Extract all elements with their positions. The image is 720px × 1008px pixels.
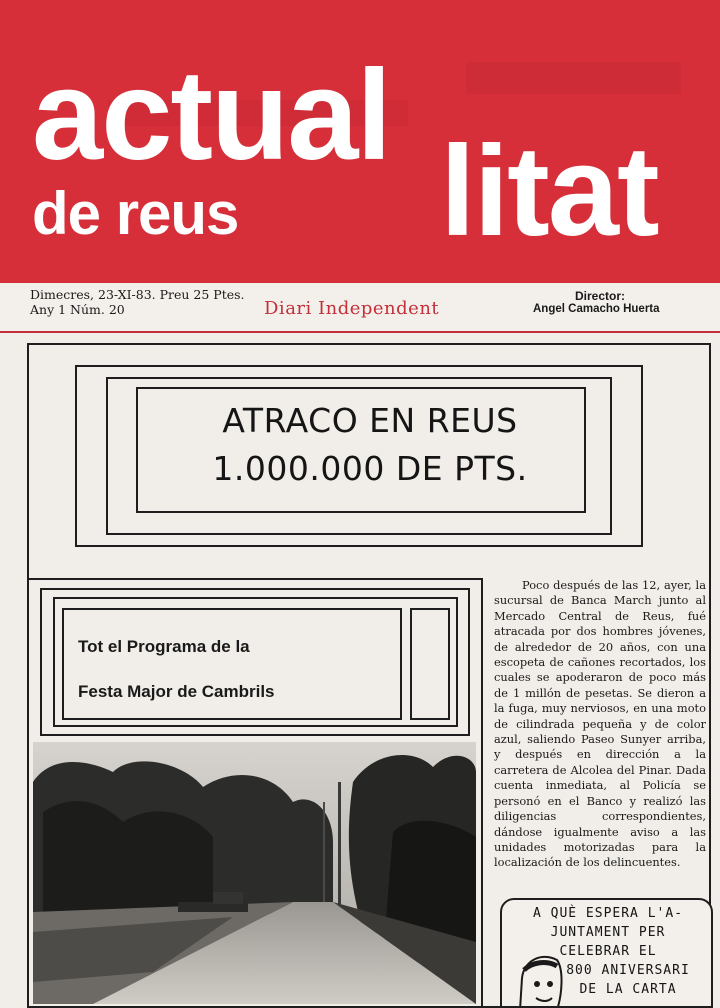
cartoon-line-3: CELEBRAR EL xyxy=(559,944,657,959)
article-body: Poco después de las 12, ayer, la sucursal de Banca March junto al Mercado Central de Reus, fué atracada por dos hombres jóvenes, de alrededor de 20 años, con una escopeta de cañones recortados, los cuales se apoderaron de poco más de 1 millón de pesetas. Se dieron a la fuga, muy nerviosos, en una moto de cilindrada pequeña y de color azul, saliendo Paseo Sunyer arriba, y después en dirección a la carretera de Alcolea del Pinar. Dada cuenta inmediata, al Policía se personó en el Banco y realizó las diligencias correspondientes, dándose igualmente aviso a las unidades motorizadas para la localización de los delincuentes. xyxy=(494,578,706,870)
tagline: Diari Independent xyxy=(264,298,440,319)
cartoon-line-5: DE LA CARTA xyxy=(579,982,677,997)
logo-de-reus: de reus xyxy=(32,180,239,247)
director-label: Director: xyxy=(575,289,626,303)
promo-frame-side xyxy=(410,608,450,720)
promo-line-2: Festa Major de Cambrils xyxy=(78,682,275,701)
promo-text xyxy=(78,624,275,714)
issue-number: Any 1 Núm. 20 xyxy=(30,302,125,317)
red-divider xyxy=(0,331,720,333)
issue-info xyxy=(30,287,245,317)
director-name: Angel Camacho Huerta xyxy=(533,303,660,315)
show-through-block xyxy=(466,62,681,94)
cartoon-line-1: A QUÈ ESPERA L'A- xyxy=(532,906,684,921)
headline-line-1: ATRACO EN REUS xyxy=(222,401,518,440)
headline-line-2: 1.000.000 DE PTS. xyxy=(212,449,528,488)
logo-litat: litat xyxy=(440,120,658,263)
logo-actual: actual xyxy=(32,44,390,187)
main-headline xyxy=(140,397,600,493)
road-photo xyxy=(33,742,476,1004)
promo-line-1: Tot el Programa de la xyxy=(78,637,250,656)
date-price: Dimecres, 23-XI-83. Preu 25 Ptes. xyxy=(30,287,245,302)
road-photo-image xyxy=(33,742,476,1004)
cartoon-caption xyxy=(510,904,706,999)
cartoon-line-2: JUNTAMENT PER xyxy=(550,925,666,940)
cartoon-line-4: 800 ANIVERSARI xyxy=(566,963,690,978)
